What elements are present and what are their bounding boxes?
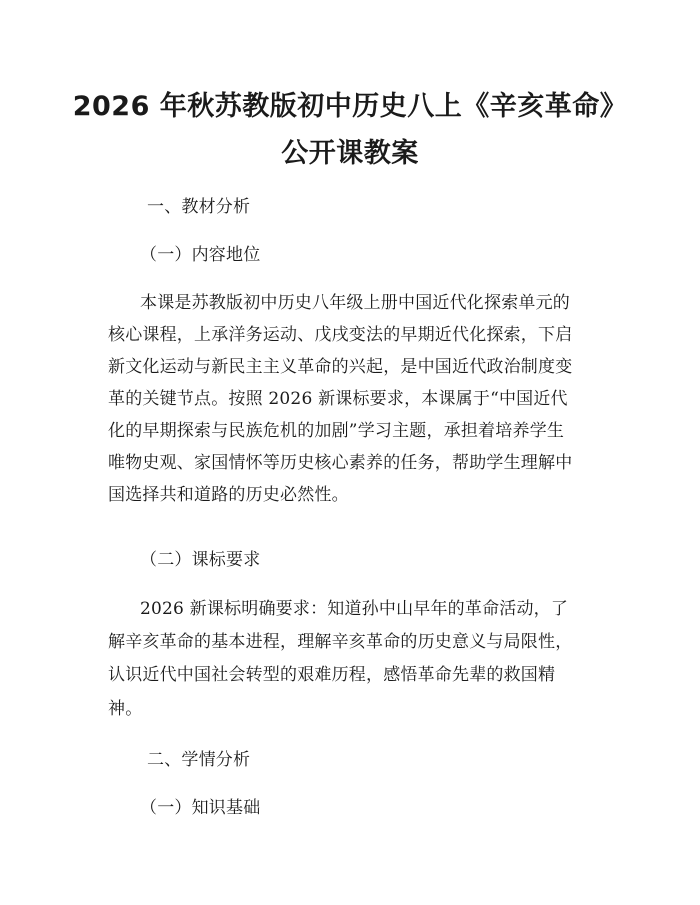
- section-heading-2: 二、学情分析: [147, 750, 251, 770]
- paragraph-2-line-2: 解辛亥革命的基本进程，理解辛亥革命的历史意义与局限性，: [108, 632, 573, 652]
- paragraph-1-line-2: 核心课程，上承洋务运动、戊戌变法的早期近代化探索，下启: [108, 325, 573, 345]
- paragraph-1-line-7: 国选择共和道路的历史必然性。: [108, 485, 349, 505]
- paragraph-1-line-4: 革的关键节点。按照 2026 新课标要求，本课属于“中国近代: [108, 389, 568, 409]
- paragraph-2-line-3: 认识近代中国社会转型的艰难历程，感悟革命先辈的救国精: [108, 665, 556, 685]
- subsection-heading-content-position: （一）内容地位: [140, 245, 261, 265]
- document-title-line-2: 公开课教案: [281, 138, 419, 169]
- paragraph-1-line-5: 化的早期探索与民族危机的加剧”学习主题，承担着培养学生: [108, 421, 565, 441]
- subsection-heading-knowledge-basis: （一）知识基础: [140, 798, 261, 818]
- subsection-heading-curriculum-requirements: （二）课标要求: [140, 550, 261, 570]
- paragraph-2-line-4: 神。: [108, 699, 143, 719]
- paragraph-1-line-1: 本课是苏教版初中历史八年级上册中国近代化探索单元的: [140, 293, 570, 313]
- document-title-line-1: 2026 年秋苏教版初中历史八上《辛亥革命》: [72, 91, 628, 122]
- section-heading-1: 一、教材分析: [147, 197, 251, 217]
- paragraph-2-line-1: 2026 新课标明确要求：知道孙中山早年的革命活动，了: [140, 599, 569, 619]
- paragraph-1-line-3: 新文化运动与新民主主义革命的兴起，是中国近代政治制度变: [108, 357, 573, 377]
- paragraph-1-line-6: 唯物史观、家国情怀等历史核心素养的任务，帮助学生理解中: [108, 453, 573, 473]
